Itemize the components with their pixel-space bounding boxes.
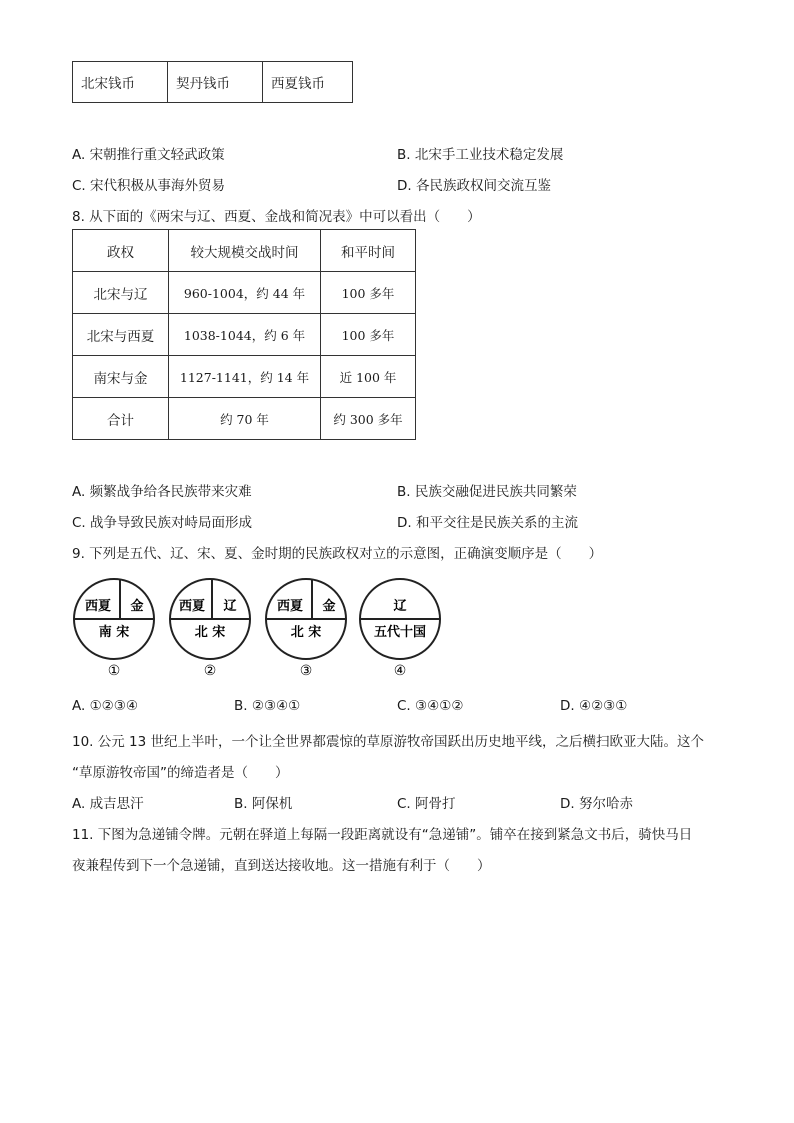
q8-stem: 8. 从下面的《两宋与辽、西夏、金战和简况表》中可以看出（ ） — [72, 209, 481, 225]
circle-2-top-right: 辽 — [223, 599, 237, 614]
coin-cell-western-xia: 西夏钱币 — [263, 62, 353, 103]
q10-stem-line-1: 10. 公元 13 世纪上半叶，一个让全世界都震惊的草原游牧帝国跃出历史地平线，之后横扫欧亚大陆。这个 — [72, 734, 705, 750]
q10-option-c[interactable]: C. 阿骨打 — [397, 796, 456, 812]
q10-option-a[interactable]: A. 成吉思汗 — [72, 796, 144, 812]
row-peace-time: 100 多年 — [321, 272, 416, 314]
regime-diagram-3 — [264, 578, 348, 682]
circle-3-top-left: 西夏 — [276, 599, 304, 614]
q7-option-b[interactable]: B. 北宋手工业技术稳定发展 — [397, 147, 564, 163]
circle-4-bottom: 五代十国 — [373, 625, 427, 640]
row-war-time: 960-1004，约 44 年 — [169, 272, 321, 314]
table-header-row — [73, 230, 416, 272]
circle-1-bottom: 南 宋 — [98, 625, 130, 640]
coin-cell-khitan: 契丹钱币 — [168, 62, 263, 103]
q7-option-c[interactable]: C. 宋代积极从事海外贸易 — [72, 178, 226, 194]
war-peace-table — [72, 229, 416, 440]
circle-3-top-right: 金 — [322, 599, 336, 614]
q9-stem: 9. 下列是五代、辽、宋、夏、金时期的民族政权对立的示意图，正确演变顺序是（ ） — [72, 546, 603, 562]
circle-2-bottom: 北 宋 — [194, 625, 226, 640]
total-label: 合计 — [73, 398, 169, 440]
regime-diagram-1 — [72, 578, 156, 682]
table-total-row — [73, 398, 416, 440]
circle-1-top-right: 金 — [130, 599, 144, 614]
q9-option-c[interactable]: C. ③④①② — [397, 698, 464, 714]
table-row — [73, 356, 416, 398]
row-peace-time: 100 多年 — [321, 314, 416, 356]
regime-diagram-4 — [358, 578, 442, 682]
q7-option-a[interactable]: A. 宋朝推行重文轻武政策 — [72, 147, 225, 163]
coin-cell-northern-song: 北宋钱币 — [73, 62, 168, 103]
row-regime: 北宋与西夏 — [73, 314, 169, 356]
total-war-time: 约 70 年 — [169, 398, 321, 440]
q10-option-b[interactable]: B. 阿保机 — [234, 796, 293, 812]
q9-option-b[interactable]: B. ②③④① — [234, 698, 301, 714]
total-peace-time: 约 300 多年 — [321, 398, 416, 440]
row-war-time: 1038-1044，约 6 年 — [169, 314, 321, 356]
q7-option-d[interactable]: D. 各民族政权间交流互鉴 — [397, 178, 551, 194]
q10-stem-line-2: “草原游牧帝国”的缔造者是（ ） — [72, 765, 289, 781]
circle-2-top-left: 西夏 — [178, 599, 206, 614]
q9-option-d[interactable]: D. ④②③① — [560, 698, 628, 714]
q11-stem-line-1: 11. 下图为急递铺令牌。元朝在驿道上每隔一段距离就设有“急递铺”。铺卒在接到紧急文书后，骑快马日 — [72, 827, 693, 843]
table-row — [73, 314, 416, 356]
coin-table — [72, 61, 353, 103]
q8-option-c[interactable]: C. 战争导致民族对峙局面形成 — [72, 515, 253, 531]
row-war-time: 1127-1141，约 14 年 — [169, 356, 321, 398]
q8-option-d[interactable]: D. 和平交往是民族关系的主流 — [397, 515, 578, 531]
row-peace-time: 近 100 年 — [321, 356, 416, 398]
q8-option-a[interactable]: A. 频繁战争给各民族带来灾难 — [72, 484, 252, 500]
circle-3-label: ③ — [299, 663, 313, 679]
row-regime: 北宋与辽 — [73, 272, 169, 314]
q9-option-a[interactable]: A. ①②③④ — [72, 698, 138, 714]
circle-4-label: ④ — [393, 663, 407, 679]
row-regime: 南宋与金 — [73, 356, 169, 398]
circle-2-label: ② — [203, 663, 217, 679]
circle-1-label: ① — [107, 663, 121, 679]
circle-4-top: 辽 — [393, 599, 407, 614]
regime-diagram-2 — [168, 578, 252, 682]
q10-option-d[interactable]: D. 努尔哈赤 — [560, 796, 633, 812]
q11-stem-line-2: 夜兼程传到下一个急递铺，直到送达接收地。这一措施有利于（ ） — [72, 858, 491, 874]
circle-1-top-left: 西夏 — [84, 599, 112, 614]
header-war-time: 较大规模交战时间 — [169, 230, 321, 272]
q8-option-b[interactable]: B. 民族交融促进民族共同繁荣 — [397, 484, 577, 500]
table-row — [73, 272, 416, 314]
header-regime: 政权 — [73, 230, 169, 272]
header-peace-time: 和平时间 — [321, 230, 416, 272]
circle-3-bottom: 北 宋 — [290, 625, 322, 640]
